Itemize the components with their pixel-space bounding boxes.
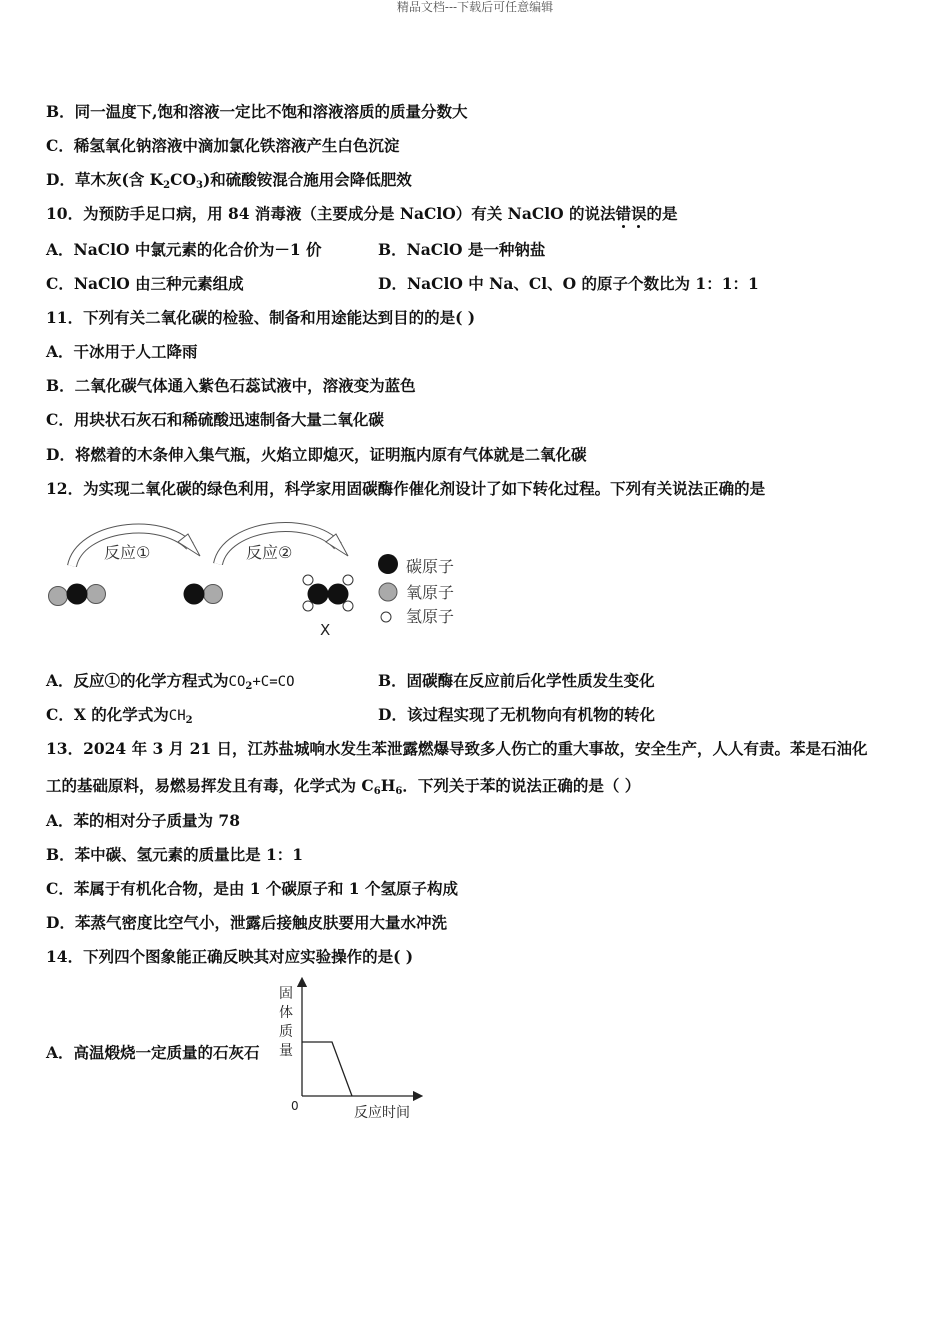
- q11-option-a: A．干冰用于人工降雨: [46, 342, 198, 361]
- legend-oxygen: 氧原子: [406, 583, 455, 602]
- q13-option-a: A．苯的相对分子质量为 78: [46, 811, 240, 830]
- q9-option-d: D．草木灰(含 $K_2CO_3$)和硫酸铵混合施用会降低肥效: [46, 170, 412, 191]
- oxygen-legend-icon: [379, 583, 397, 601]
- q10-option-a: A．NaClO 中氯元素的化合价为－1 价: [46, 240, 322, 259]
- q13-option-b: B．苯中碳、氢元素的质量比是 1：1: [46, 845, 304, 864]
- carbon-legend-icon: [378, 554, 398, 574]
- reaction-2-label: 反应②: [246, 543, 293, 562]
- q10-option-b: B．NaClO 是一种钠盐: [378, 240, 546, 259]
- q9-option-c: C．稀氢氧化钠溶液中滴加氯化铁溶液产生白色沉淀: [46, 136, 400, 155]
- q13-stem-line2: 工的基础原料，易燃易挥发且有毒，化学式为 $C_6H_6$．下列关于苯的说法正确的是（ ）: [46, 776, 641, 797]
- reaction-diagram: [40, 518, 480, 648]
- origin-label: 0: [291, 1099, 299, 1113]
- q13-option-d: D．苯蒸气密度比空气小，泄露后接触皮肤要用大量水冲洗: [46, 913, 447, 932]
- q12-option-b: B．固碳酶在反应前后化学性质发生变化: [378, 671, 655, 690]
- y-label-3: 质: [279, 1024, 293, 1040]
- y-label-2: 体: [279, 1005, 293, 1021]
- atom-legend: [378, 554, 454, 626]
- reaction-2-arrow: [218, 527, 348, 564]
- q13-stem-line1: 13．2024 年 3 月 21 日，江苏盐城响水发生苯泄露燃爆导致多人伤亡的重大事故，安全生产，人人有责。苯是石油化: [46, 739, 868, 758]
- q12-option-c: C．X 的化学式为$CH_2$: [46, 705, 193, 726]
- q11-option-b: B．二氧化碳气体通入紫色石蕊试液中，溶液变为蓝色: [46, 376, 416, 395]
- mass-time-graph: [270, 976, 430, 1126]
- q11-option-c: C．用块状石灰石和稀硫酸迅速制备大量二氧化碳: [46, 410, 384, 429]
- y-label-4: 量: [279, 1043, 293, 1059]
- page-header: 精品文档---下载后可任意编辑: [396, 0, 554, 14]
- q14-option-a: A．高温煅烧一定质量的石灰石: [46, 1043, 260, 1062]
- co-molecule: [184, 584, 223, 605]
- q12-option-a: A．反应①的化学方程式为$CO_2+C=CO$: [46, 671, 295, 692]
- q14-stem: 14．下列四个图象能正确反映其对应实验操作的是( ): [46, 947, 414, 966]
- x-label: 反应时间: [354, 1105, 410, 1121]
- x-label: X: [320, 621, 331, 639]
- legend-hydrogen: 氢原子: [406, 607, 455, 626]
- y-label-1: 固: [279, 986, 293, 1002]
- q11-option-d: D．将燃着的木条伸入集气瓶，火焰立即熄灭，证明瓶内原有气体就是二氧化碳: [46, 445, 587, 464]
- reaction-1-label: 反应①: [104, 543, 151, 562]
- q12-option-d: D．该过程实现了无机物向有机物的转化: [378, 705, 655, 724]
- q11-stem: 11．下列有关二氧化碳的检验、制备和用途能达到目的的是( ): [46, 308, 476, 327]
- q9-option-b: B．同一温度下,饱和溶液一定比不饱和溶液溶质的质量分数大: [46, 102, 468, 121]
- co2-molecule: [49, 584, 106, 606]
- legend-carbon: 碳原子: [406, 557, 455, 576]
- reaction-1-arrow: [72, 529, 200, 566]
- q12-stem: 12．为实现二氧化碳的绿色利用，科学家用固碳酶作催化剂设计了如下转化过程。下列有关说法正确的是: [46, 479, 766, 498]
- q10-option-c: C．NaClO 由三种元素组成: [46, 274, 244, 293]
- q10-stem: 10．为预防手足口病，用 84 消毒液（主要成分是 NaClO）有关 NaClO 的说法错误的是: [46, 204, 678, 223]
- q13-option-c: C．苯属于有机化合物，是由 1 个碳原子和 1 个氢原子构成: [46, 879, 458, 898]
- q10-option-d: D．NaClO 中 Na、Cl、O 的原子个数比为 1：1：1: [378, 274, 759, 293]
- x-molecule: [303, 575, 353, 639]
- mass-curve: [302, 1042, 352, 1096]
- hydrogen-legend-icon: [381, 612, 391, 622]
